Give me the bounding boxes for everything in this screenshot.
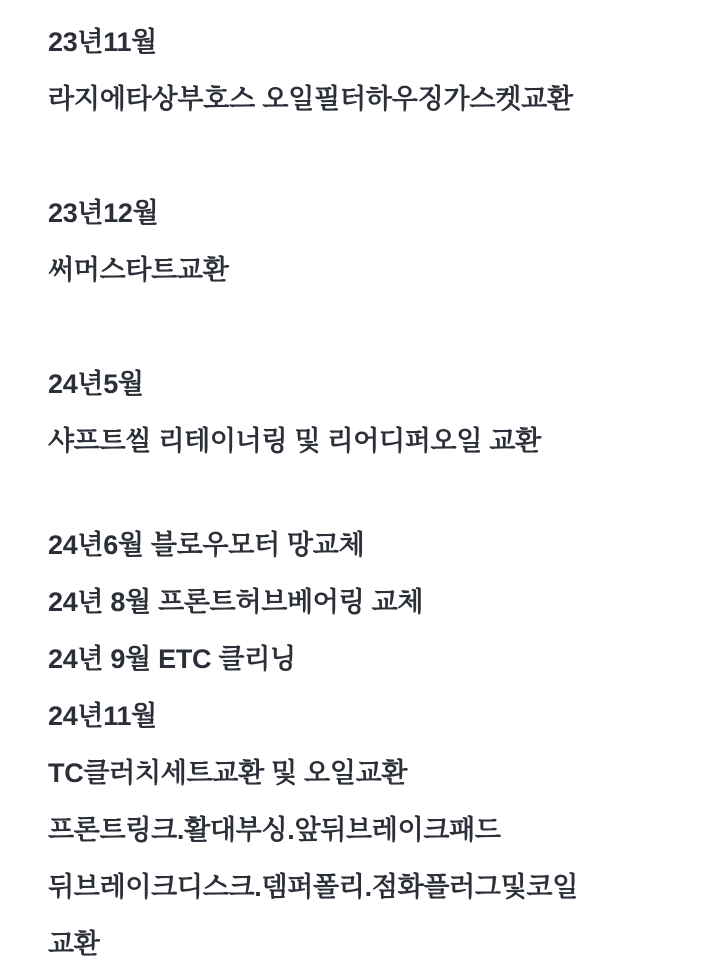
gap-1 xyxy=(48,128,680,185)
entry-date-5: 24년 8월 프론트허브베어링 교체 xyxy=(48,587,424,617)
entry-date-3: 24년5월 xyxy=(48,369,144,399)
entry-date-7: 24년11월 xyxy=(48,701,157,731)
entry-date-6: 24년 9월 ETC 클리닝 xyxy=(48,644,296,674)
entry-date-1: 23년11월 xyxy=(48,27,157,57)
entry-date-4: 24년6월 블로우모터 망교체 xyxy=(48,530,365,560)
entry-item-7-4: 교환 xyxy=(48,929,100,959)
gap-3 xyxy=(48,470,680,517)
entry-item-3-1: 샤프트씰 리테이너링 및 리어디퍼오일 교환 xyxy=(48,426,541,456)
entry-date-2: 23년12월 xyxy=(48,198,159,228)
entry-item-1-1: 라지에타상부호스 오일필터하우징가스켓교환 xyxy=(48,84,573,114)
entry-item-7-2: 프론트링크.활대부싱.앞뒤브레이크패드 xyxy=(48,815,501,845)
entry-item-7-3: 뒤브레이크디스크.뎀퍼폴리.점화플러그및코일 xyxy=(48,872,579,902)
gap-2 xyxy=(48,299,680,356)
entry-item-7-1: TC클러치세트교환 및 오일교환 xyxy=(48,758,408,788)
entry-item-2-1: 써머스타트교환 xyxy=(48,255,229,285)
